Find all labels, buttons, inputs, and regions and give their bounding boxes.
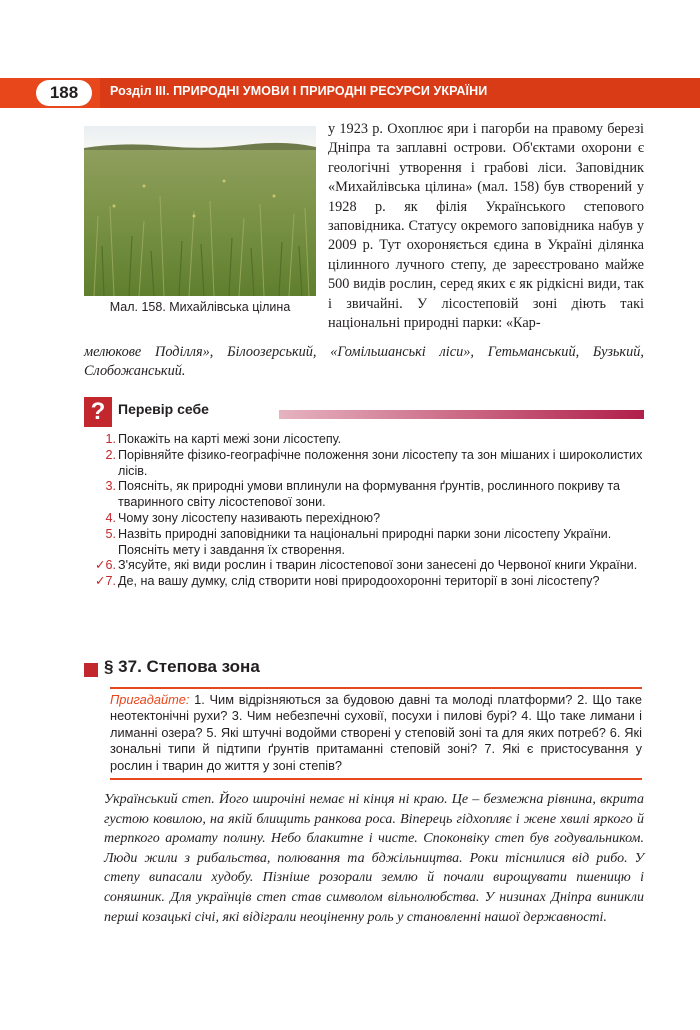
question-item bbox=[92, 479, 652, 511]
question-number: 3. bbox=[105, 479, 116, 494]
question-item bbox=[92, 511, 652, 527]
section-heading: Розділ III. ПРИРОДНІ УМОВИ І ПРИРОДНІ РЕСУРСИ УКРАЇНИ bbox=[110, 84, 488, 98]
question-text: Поясніть, як природні умови вплинули на формування ґрунтів, рослинного покриву та тваринного світу лісостепової зони. bbox=[118, 479, 620, 510]
remember-box bbox=[110, 687, 642, 780]
intro-paragraph: у 1923 р. Охоплює яри і пагорби на правому березі Дніпра та заплавні острови. Об'єктами охорони є геологічні утворення і грабові ліси. Заповідник «Михайлівська цілина» (мал. 158) був створений у 1928 р. як філія Українського степового заповідника. Статусу окремого заповідника набув у 2009 р. Тут охороняється єдина в Україні ділянка цілинного лучного степу, де зареєстровано майже 500 видів рослин, серед яких є як рідкісні види, так і звичайні. У лісостеповій зоні діють такі національні природні парки: «Кар- bbox=[328, 121, 644, 332]
question-text: Порівняйте фізико-географічне положення зони лісостепу та зон мішаних і широколистих лісів. bbox=[118, 447, 643, 478]
check-yourself-title: Перевір себе bbox=[118, 401, 209, 417]
page-number: 188 bbox=[36, 80, 92, 106]
figure-caption: Мал. 158. Михайлівська цілина bbox=[109, 300, 291, 314]
question-text: Назвіть природні заповідники та національні природні парки зони лісостепу України. Поясніть мету і завдання їх створення. bbox=[118, 526, 612, 557]
question-list bbox=[92, 432, 652, 590]
intro-paragraph-continuation: мелюкове Поділля», Білоозерський, «Гомільшанські ліси», Гетьманський, Бузький, Слобожанський. bbox=[84, 344, 644, 380]
question-number: ✓7. bbox=[94, 574, 116, 589]
question-number: 1. bbox=[105, 432, 116, 446]
question-number: 4. bbox=[105, 510, 116, 525]
steppe-story: Український степ. Його широчіні немає ні кінця ні краю. Це – безмежна рівнина, вкрита густою ковилою, на якій блищить ранкова роса. Віперець гідхопляє і жене хвилі яркого й терпкого аромату полину. Небо блакитне і чисте. Споконвіку степ був годувальником. Люди жили з рибальства, полювання та бджільництва. Роки тіснилися від рибо. У степу випасали худобу. Пізніше розорали землю й почали вирощувати пшеницю і соняшник. Для українців степ став символом вільнолюбства. У низинах Дніпра виникли перші козацькі січі, які відіграли неоціненну роль у становленні нашої державності. bbox=[104, 792, 644, 925]
remember-text: 1. Чим відрізняються за будовою давні та молоді платформи? 2. Що таке неотектонічні рухи? 3. Чим небезпечні суховії, посухи і пилові бурі? 4. Що таке лимани і лиманні озера? 5. Які штучні водойми створені у степовій зоні та для яких потреб? 6. Які зональні типи й підтипи ґрунтів притаманні степовій зоні? 7. Які є пристосування у рослин і тварин до життя у зоні степів? bbox=[110, 692, 642, 773]
question-item bbox=[92, 574, 652, 590]
question-item bbox=[92, 448, 652, 480]
question-text: Де, на вашу думку, слід створити нові природоохоронні території в зоні лісостепу? bbox=[118, 574, 600, 589]
section-title: § 37. Степова зона bbox=[104, 657, 260, 676]
check-yourself-header bbox=[84, 397, 644, 427]
question-text: Чому зону лісостепу називають перехідною? bbox=[118, 510, 381, 525]
section-marker bbox=[84, 663, 98, 677]
question-number: ✓6. bbox=[94, 558, 116, 573]
steppe-photo bbox=[84, 126, 316, 296]
question-item bbox=[92, 558, 652, 574]
question-text: Покажіть на карті межі зони лісостепу. bbox=[118, 432, 342, 446]
question-number: 5. bbox=[105, 526, 116, 541]
question-number: 2. bbox=[105, 447, 116, 462]
question-text: З'ясуйте, які види рослин і тварин лісостепової зони занесені до Червоної книги України. bbox=[118, 558, 638, 573]
divider-gradient bbox=[279, 410, 644, 419]
question-item bbox=[92, 527, 652, 559]
question-item bbox=[92, 432, 652, 448]
remember-label: Пригадайте: bbox=[110, 692, 190, 707]
question-icon: ? bbox=[84, 397, 112, 427]
